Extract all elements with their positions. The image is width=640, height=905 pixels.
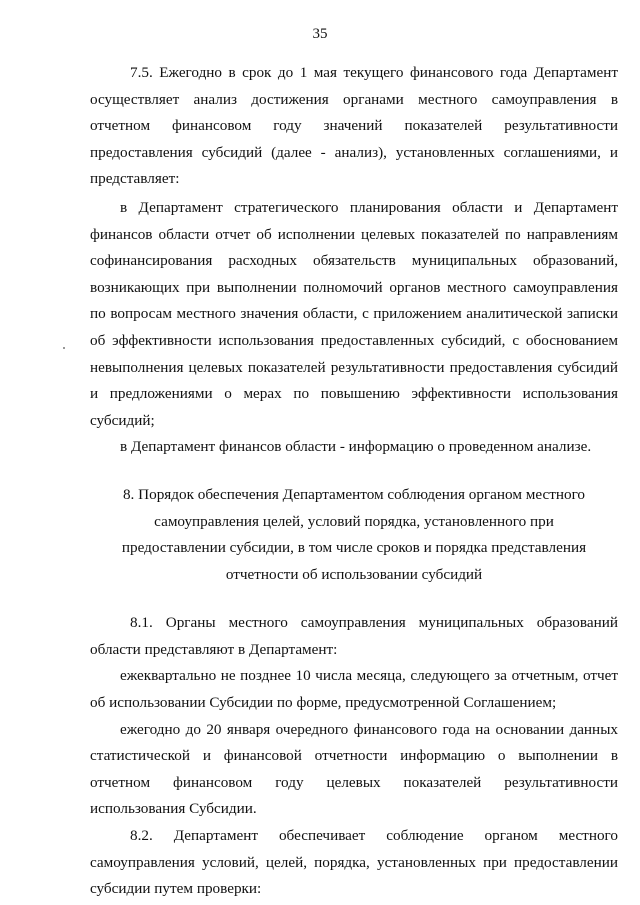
paragraph-8-1-quarterly: ежеквартально не позднее 10 числа месяца, следующего за отчетным, отчет об использовании Субсидии по форме, предусмотренной Соглашением; — [90, 667, 618, 712]
paragraph-8-1-annual: ежегодно до 20 января очередного финансового года на основании данных статистической и финансовой отчетности информацию о выполнении в отчетном финансовом году целевых показателей результативности использования Субсидии. — [90, 720, 618, 818]
paragraph-7-5: 7.5. Ежегодно в срок до 1 мая текущего финансового года Департамент осуществляет анализ достижения органами местного самоуправления в отчетном финансовом году значений показателей результативности предоставления субсидий (далее - анализ), установленных соглашениями, и представляет: — [90, 64, 618, 188]
paragraph-7-5-report: в Департамент стратегического планирования области и Департамент финансов области отчет об исполнении целевых показателей по направлениям софинансирования расходных обязательств муниципальных образований, возникающих при выполнении полномочий органов местного самоуправления по вопросам местного значения области, с приложением аналитической записки об эффективности использования предоставленных субсидий, с обоснованием невыполнения целевых показателей результативности предоставления субсидий и предложениями о мерах по повышению эффективности использования субсидий; — [90, 198, 618, 429]
paragraph-8-1: 8.1. Органы местного самоуправления муниципальных образований области представляют в Департамент: — [90, 614, 618, 658]
document-body — [90, 60, 618, 903]
paragraph-7-5-analysis-info: в Департамент финансов области - информацию о проведенном анализе. — [120, 438, 592, 456]
paragraph-8-2: 8.2. Департамент обеспечивает соблюдение органом местного самоуправления условий, целей, порядка, установленных при предоставлении субсидии путем проверки: — [90, 827, 618, 898]
section-8-heading: 8. Порядок обеспечения Департаментом соблюдения органом местного самоуправления целей, условий порядка, установленного при предоставлении субсидии, в том числе сроков и порядка представления отчетности об использовании субсидий — [121, 485, 587, 583]
scan-speck — [63, 347, 65, 349]
page-number: 35 — [312, 26, 328, 42]
